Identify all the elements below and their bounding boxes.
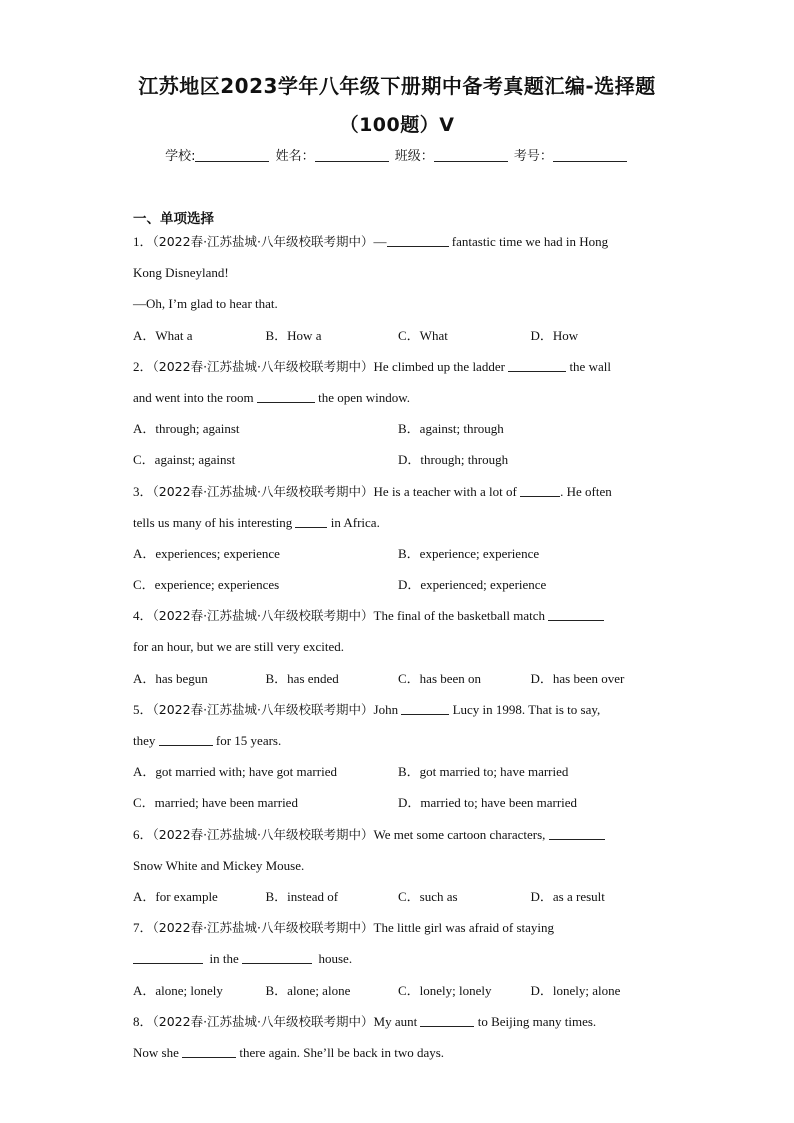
- option-c[interactable]: C．married; have been married: [133, 795, 298, 811]
- question-4-line-1: [133, 600, 663, 631]
- question-text: in Africa.: [330, 514, 380, 530]
- option-d[interactable]: D．married to; have been married: [398, 795, 578, 811]
- answer-blank: [242, 949, 312, 964]
- option-c[interactable]: C．What: [398, 327, 448, 343]
- question-source: （2022春·江苏盐城·八年级校联考期中）: [152, 701, 374, 717]
- question-1-line-3: —Oh, I’m glad to hear that.: [133, 296, 278, 312]
- question-1-line-1: [133, 226, 663, 257]
- question-5-line-2: [133, 725, 663, 756]
- question-text: and went into the room: [133, 389, 254, 405]
- answer-blank: [401, 700, 449, 715]
- school-label: 学校:: [165, 149, 196, 164]
- question-7-line-2: [133, 943, 663, 974]
- name-blank[interactable]: [315, 147, 389, 162]
- question-3-line-2: [133, 507, 663, 538]
- answer-blank: [420, 1012, 474, 1027]
- name-label: 姓名：: [275, 149, 315, 164]
- option-c[interactable]: C．has been on: [398, 670, 482, 686]
- question-text: Lucy in 1998. That is to say,: [452, 701, 601, 717]
- question-text: to Beijing many times.: [477, 1013, 597, 1029]
- question-source: （2022春·江苏盐城·八年级校联考期中）: [152, 358, 374, 374]
- page-subtitle: （100题）Ⅴ: [339, 114, 455, 136]
- question-source: （2022春·江苏盐城·八年级校联考期中）: [152, 483, 374, 499]
- answer-blank: [257, 388, 315, 403]
- question-7-line-1: [133, 912, 663, 943]
- answer-blank: [159, 731, 213, 746]
- question-source: （2022春·江苏盐城·八年级校联考期中）: [152, 826, 374, 842]
- option-a[interactable]: A．through; against: [133, 421, 240, 437]
- question-text: We met some cartoon characters,: [373, 826, 546, 842]
- option-a[interactable]: A．What a: [133, 327, 193, 343]
- option-c[interactable]: C．against; against: [133, 452, 236, 468]
- option-b[interactable]: B．has ended: [265, 670, 339, 686]
- question-text: He is a teacher with a lot of: [373, 483, 517, 499]
- option-b[interactable]: B．got married to; have married: [398, 764, 569, 780]
- answer-blank: [133, 949, 203, 964]
- question-number: 1．: [133, 234, 153, 249]
- question-text: there again. She’ll be back in two days.: [239, 1044, 445, 1060]
- question-3-line-1: [133, 476, 663, 507]
- question-list: [133, 226, 663, 1068]
- question-3-options-row-2: [133, 569, 663, 600]
- question-text: house.: [318, 951, 353, 967]
- option-d[interactable]: D．How: [530, 327, 579, 343]
- answer-blank: [387, 232, 449, 247]
- option-b[interactable]: B．alone; alone: [265, 982, 351, 998]
- answer-blank: [549, 825, 605, 840]
- question-text: John: [373, 701, 399, 717]
- question-text: Now she: [133, 1044, 179, 1060]
- question-source: （2022春·江苏盐城·八年级校联考期中）: [152, 920, 374, 936]
- question-number: 5．: [133, 701, 153, 717]
- exam-number-label: 考号：: [513, 149, 553, 164]
- option-d[interactable]: D．experienced; experience: [398, 577, 547, 593]
- question-8-line-2: [133, 1037, 663, 1068]
- question-number: 3．: [133, 483, 153, 499]
- answer-blank: [508, 357, 566, 372]
- question-number: 8．: [133, 1013, 153, 1029]
- question-source: （2022春·江苏盐城·八年级校联考期中）: [152, 234, 374, 249]
- question-number: 6．: [133, 826, 153, 842]
- question-text: The final of the basketball match: [373, 608, 545, 624]
- question-4-options: [133, 663, 663, 694]
- question-5-options-row-1: [133, 756, 663, 787]
- option-c[interactable]: C．such as: [398, 888, 458, 904]
- page-title: 江苏地区2023学年八年级下册期中备考真题汇编-选择题: [138, 74, 656, 98]
- question-6-line-2: Snow White and Mickey Mouse.: [133, 857, 305, 873]
- class-label: 班级：: [394, 149, 434, 164]
- question-source: （2022春·江苏盐城·八年级校联考期中）: [152, 608, 374, 624]
- question-1-line-2: Kong Disneyland!: [133, 265, 229, 281]
- question-1-options: [133, 320, 663, 351]
- option-a[interactable]: A．has begun: [133, 670, 208, 686]
- section-title: 一、单项选择: [133, 211, 214, 227]
- option-b[interactable]: B．against; through: [398, 421, 504, 437]
- question-2-line-2: [133, 382, 663, 413]
- question-8-line-1: [133, 1006, 663, 1037]
- student-info-row: [0, 145, 794, 164]
- option-a[interactable]: A．got married with; have got married: [133, 764, 337, 780]
- question-6-options: [133, 881, 663, 912]
- question-text: . He often: [560, 483, 612, 499]
- question-text: the open window.: [318, 389, 411, 405]
- question-7-options: [133, 975, 663, 1006]
- question-number: 2．: [133, 358, 153, 374]
- option-c[interactable]: C．experience; experiences: [133, 577, 280, 593]
- question-5-line-1: [133, 694, 663, 725]
- question-text: for 15 years.: [215, 733, 282, 748]
- school-blank[interactable]: [195, 147, 269, 162]
- question-number: 4．: [133, 608, 153, 624]
- option-b[interactable]: B．How a: [265, 327, 322, 343]
- question-text: fantastic time we had in Hong: [451, 234, 609, 249]
- option-d[interactable]: D．as a result: [530, 888, 605, 904]
- question-2-options-row-1: [133, 413, 663, 444]
- question-source: （2022春·江苏盐城·八年级校联考期中）: [152, 1013, 374, 1029]
- question-text: He climbed up the ladder: [373, 358, 505, 374]
- option-d[interactable]: D．through; through: [398, 452, 509, 468]
- question-text: in the: [209, 951, 239, 967]
- option-d[interactable]: D．lonely; alone: [530, 982, 621, 998]
- option-a[interactable]: A．for example: [133, 888, 218, 904]
- question-number: 7．: [133, 920, 153, 936]
- question-text: the wall: [569, 358, 611, 374]
- exam-number-blank[interactable]: [553, 147, 627, 162]
- option-b[interactable]: B．experience; experience: [398, 545, 540, 561]
- question-text: My aunt: [373, 1013, 418, 1029]
- question-text: The little girl was afraid of staying: [373, 920, 555, 936]
- option-c[interactable]: C．lonely; lonely: [398, 982, 492, 998]
- question-6-line-1: [133, 819, 663, 850]
- question-2-options-row-2: [133, 444, 663, 475]
- question-text: tells us many of his interesting: [133, 514, 293, 530]
- question-4-line-2: for an hour, but we are still very excited.: [133, 639, 345, 655]
- question-2-line-1: [133, 351, 663, 382]
- question-text: —: [373, 234, 387, 249]
- option-a[interactable]: A．experiences; experience: [133, 545, 280, 561]
- option-d[interactable]: D．has been over: [530, 670, 625, 686]
- answer-blank: [295, 513, 327, 528]
- option-a[interactable]: A．alone; lonely: [133, 982, 223, 998]
- answer-blank: [548, 606, 604, 621]
- answer-blank: [182, 1043, 236, 1058]
- answer-blank: [520, 482, 560, 497]
- class-blank[interactable]: [434, 147, 508, 162]
- option-b[interactable]: B．instead of: [265, 888, 339, 904]
- question-3-options-row-1: [133, 538, 663, 569]
- question-text: they: [133, 733, 156, 748]
- question-5-options-row-2: [133, 787, 663, 818]
